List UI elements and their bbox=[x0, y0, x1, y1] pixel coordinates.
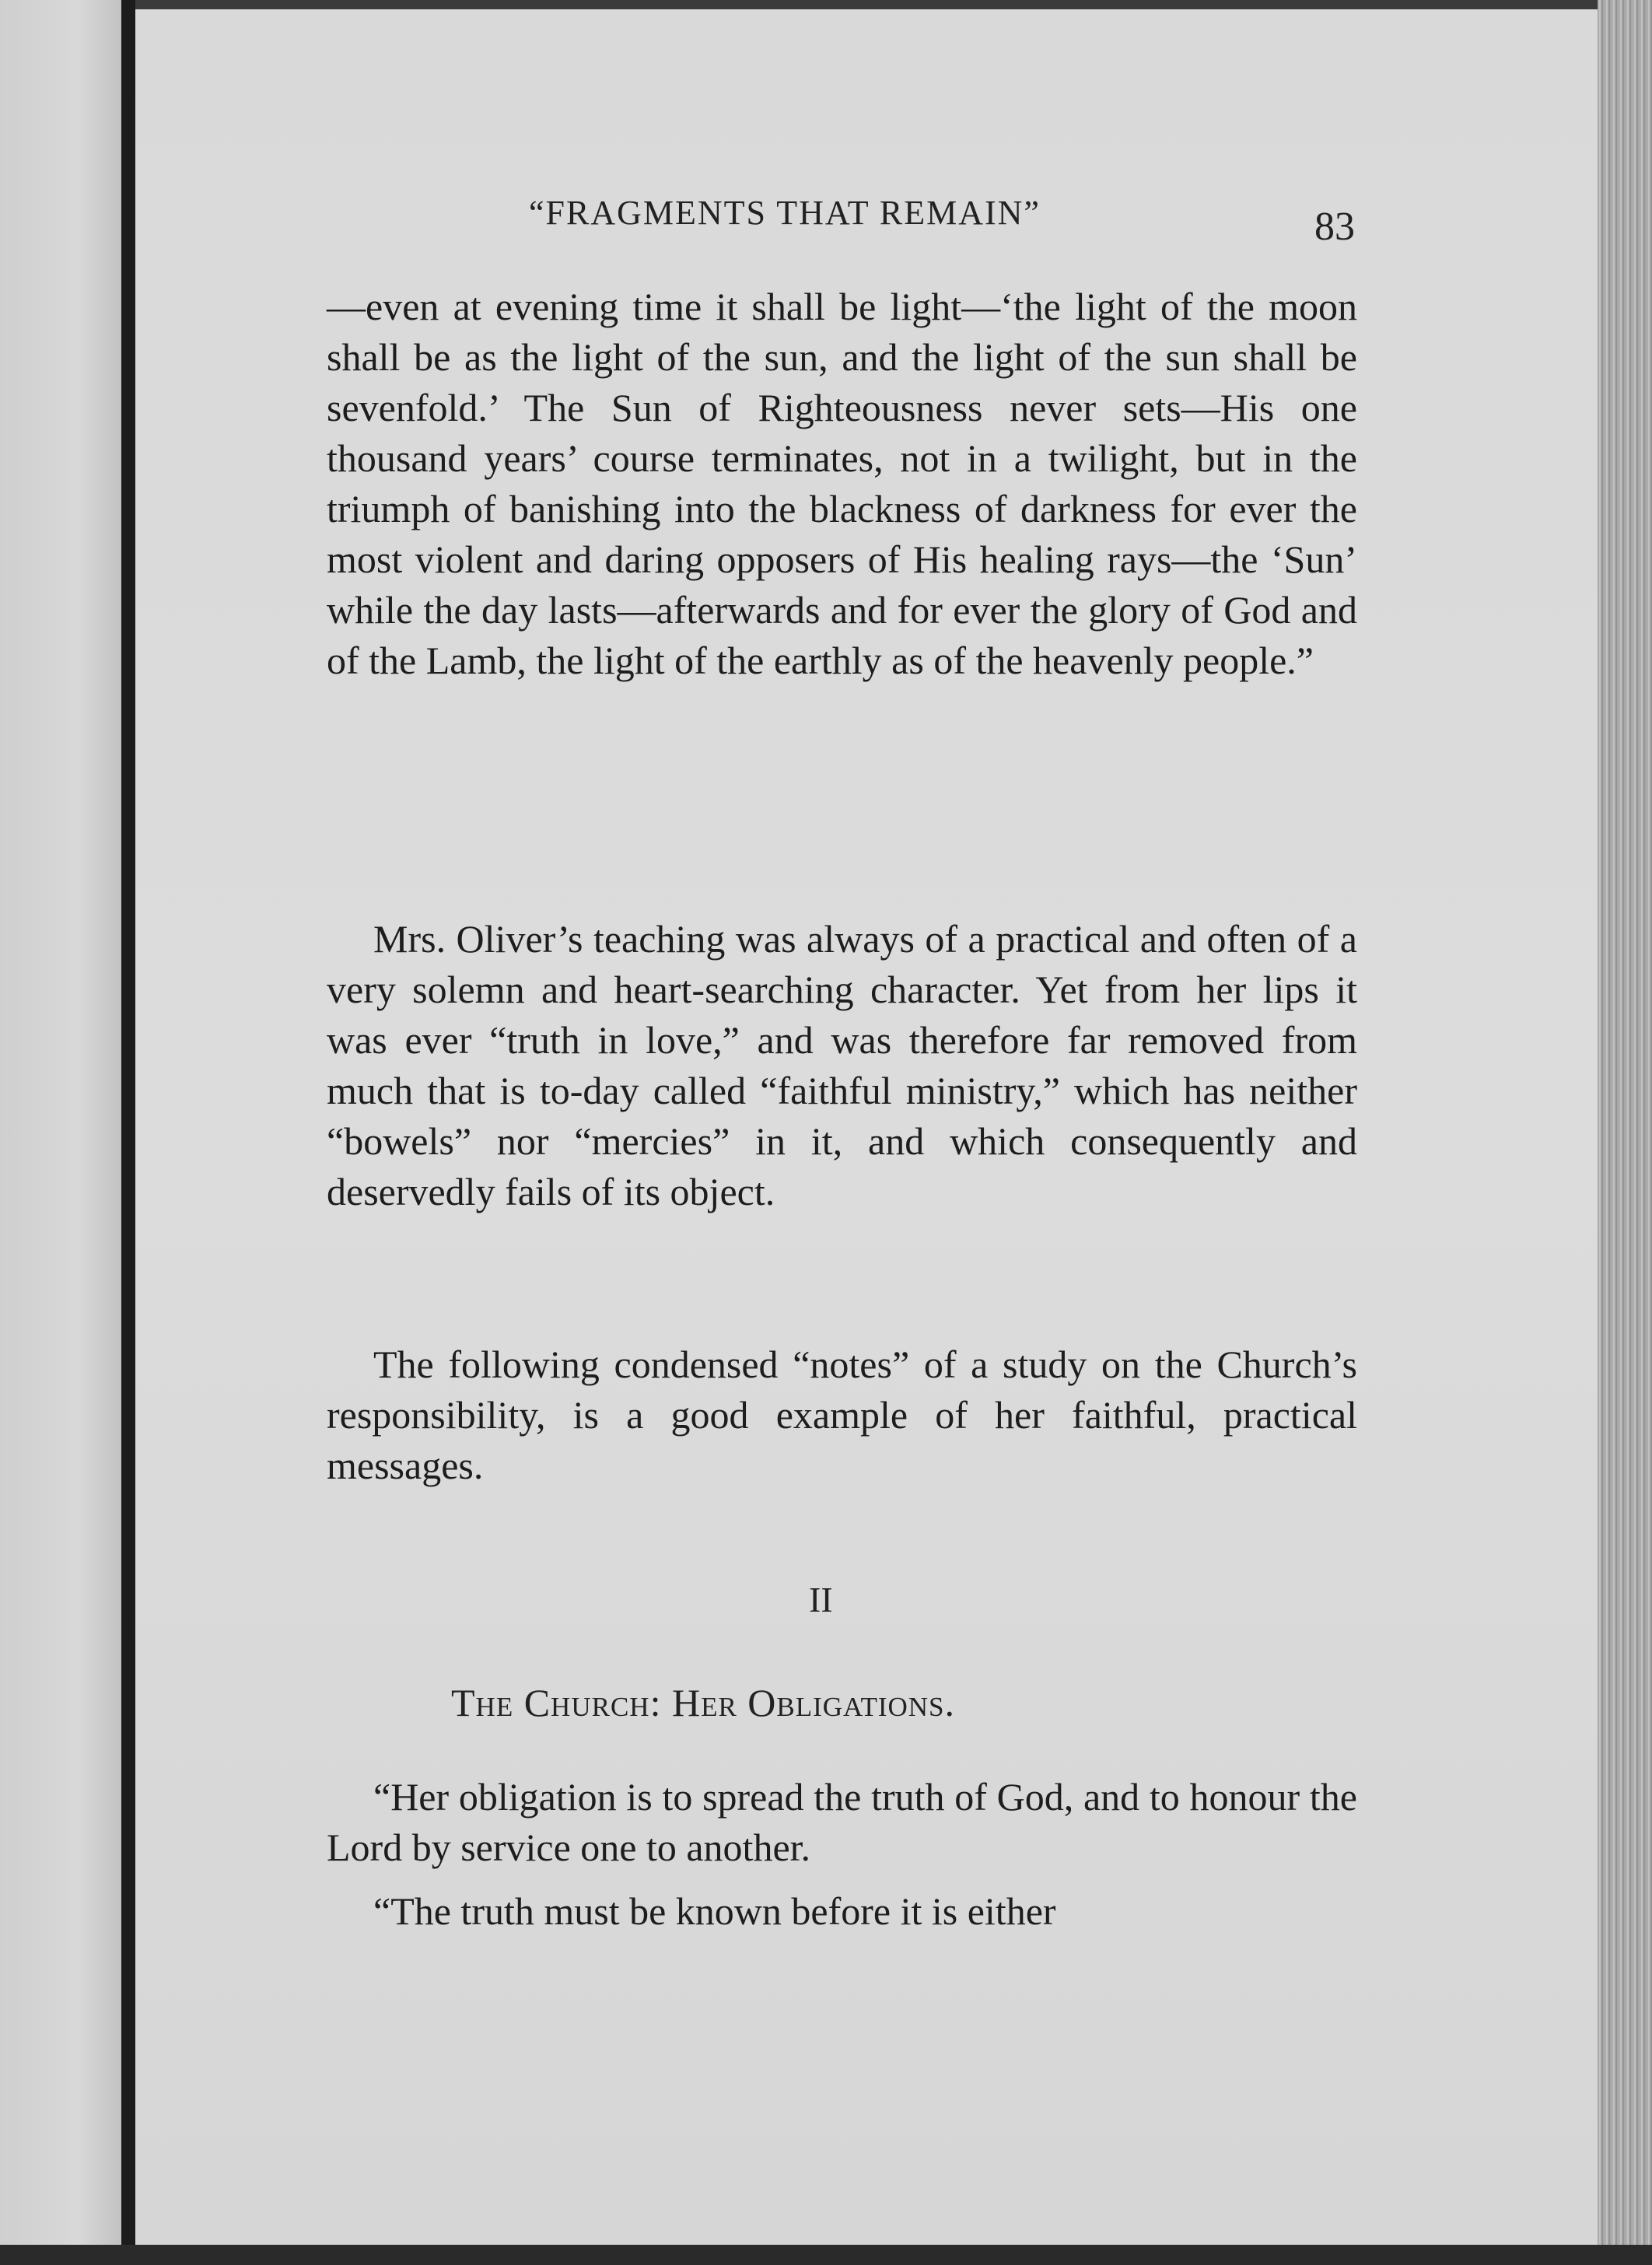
paragraph-teaching: Mrs. Oliver’s teaching was always of a practical and often of a very solemn and heart-searching character. Yet from her lips it was ever “truth in love,” and was therefore far removed from much that is to-day called “faithful ministry,” which has neither “bowels” nor “mercies” in it, and which consequently and deservedly fails of its object. bbox=[327, 917, 1357, 1213]
top-edge bbox=[135, 0, 1598, 9]
paragraph-continuation: —even at evening time it shall be light—‘the light of the moon shall be as the light of the sun, and the light of the sun shall be sevenfold.’ The Sun of Righteousness never sets—His one thousand years’ course terminates, not in a twilight, but in the triumph of banishing into the blackness of darkness for ever the most violent and daring opposers of His healing rays—the ‘Sun’ while the day lasts—afterwards and for ever the glory of God and of the Lamb, the light of the earthly as of the heavenly people.” bbox=[327, 285, 1357, 682]
paragraph-notes-intro: The following condensed “notes” of a study on the Church’s responsibility, is a good example of her faithful, practical messages. bbox=[327, 1343, 1357, 1487]
running-head: “FRAGMENTS THAT REMAIN” bbox=[529, 194, 1041, 232]
gutter-shadow bbox=[121, 0, 135, 2265]
paragraph-obligation: “Her obligation is to spread the truth of God, and to honour the Lord by service one to another. bbox=[327, 1775, 1357, 1869]
paragraph-truth: “The truth must be known before it is either bbox=[373, 1889, 1056, 1933]
section-title: The Church: Her Obligations. bbox=[451, 1681, 955, 1724]
previous-page-edge bbox=[0, 0, 131, 2265]
page-stack-edge bbox=[1598, 0, 1652, 2265]
page-number: 83 bbox=[1314, 205, 1355, 249]
bottom-edge bbox=[0, 2245, 1652, 2265]
section-number: II bbox=[809, 1580, 833, 1619]
